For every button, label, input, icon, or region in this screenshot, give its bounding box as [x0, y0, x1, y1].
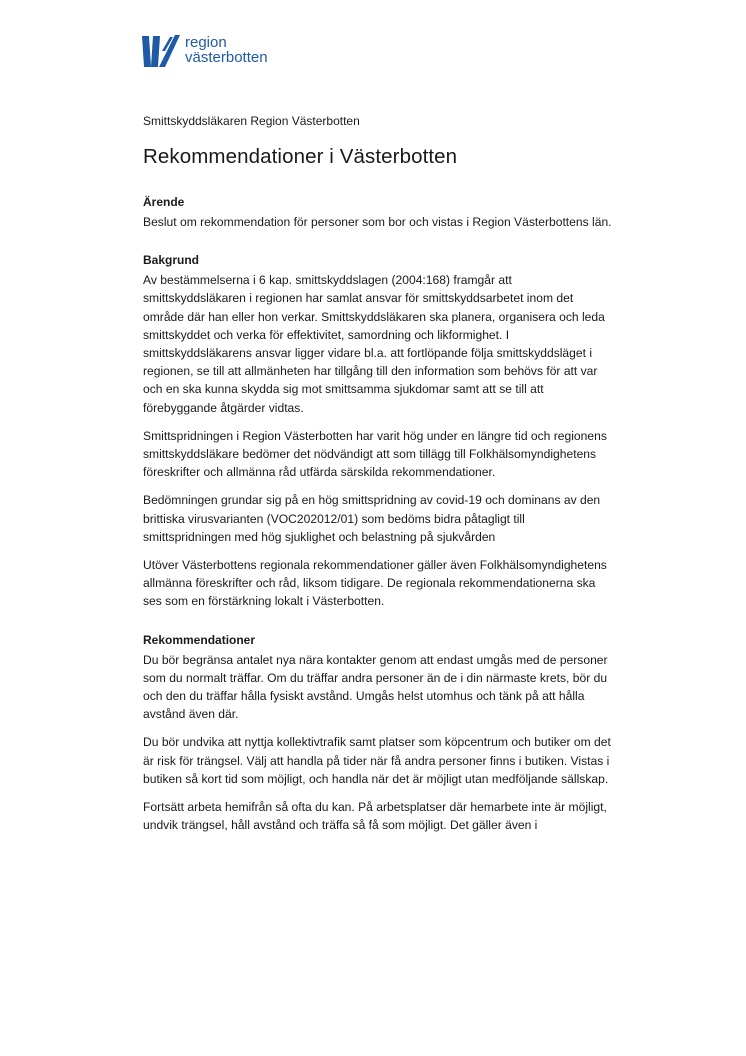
paragraph: Fortsätt arbeta hemifrån så ofta du kan. På arbetsplatser där hemarbete inte är möjligt, undvik trängsel, håll avstånd och träffa så få som möjligt. Det gäller även i [143, 800, 607, 833]
paragraph: Du bör begränsa antalet nya nära kontakter genom att endast umgås med de personer som du normalt träffar. Om du träffar andra personer än de i din närmaste krets, bör du och den du träffar hålla fysiskt avstånd. Umgås helst utomhus och tänk på att hålla avstånd även där. [143, 652, 608, 722]
region-logo [142, 33, 268, 67]
paragraph: Bedömningen grundar sig på en hög smittspridning av covid-19 och dominans av den brittiska virusvarianten (VOC202012/01) som bedöms bidra påtagligt till smittspridningen med hög sjuklighet och belastning på sjukvården [143, 493, 601, 544]
document-body [143, 113, 613, 844]
logo-wordmark [185, 35, 268, 65]
region-vasterbotten-logo-icon [142, 33, 180, 67]
paragraph: Beslut om rekommendation för personer som bor och vistas i Region Västerbottens län. [143, 215, 612, 229]
document-issuer: Smittskyddsläkaren Region Västerbotten [143, 114, 360, 128]
paragraph: Utöver Västerbottens regionala rekommendationer gäller även Folkhälsomyndighetens allmänna föreskrifter och råd, liksom tidigare. De regionala rekommendationerna ska ses som en förstärkning lokalt i Västerbotten. [143, 558, 607, 609]
paragraph: Du bör undvika att nyttja kollektivtrafik samt platser som köpcentrum och butiker om det är risk för trängsel. Välj att handla på tider när få andra personer finns i butiken. Vistas i butiken så kort tid som möjligt, och handla när det är möjligt utan medföljande sällskap. [143, 735, 611, 786]
logo-line-vasterbotten: västerbotten [185, 49, 268, 66]
paragraph: Smittspridningen i Region Västerbotten har varit hög under en längre tid och regionens smittskyddsläkare bedömer det nödvändigt att som tillägg till Folkhälsomyndighetens föreskrifter och allmänna råd utfärda särskilda rekommendationer. [143, 428, 607, 480]
section-bakgrund [143, 251, 613, 610]
section-heading: Bakgrund [143, 253, 200, 268]
document-title: Rekommendationer i Västerbotten [143, 145, 458, 168]
section-arende [143, 193, 613, 231]
section-heading: Ärende [143, 195, 185, 209]
paragraph: Av bestämmelserna i 6 kap. smittskyddslagen (2004:168) framgår att smittskyddsläkaren i regionen har samlat ansvar för smittskyddsarbetet inom det område där han eller hon verkar. Smittskyddsläkaren ska planera, organisera och leda smittskyddet och verka för effektivitet, samordning och likformighet. I smittskyddsläkarens ansvar ligger vidare bl.a. att fortlöpande följa smittskyddsläget i regionen, se till att allmänheten har tillgång till den information som behövs för att var och en ska kunna skydda sig mot smittsamma sjukdomar samt att se till att förebyggande åtgärder vidtas. [143, 273, 605, 415]
section-rekommendationer [143, 631, 613, 835]
logo-line-region: region [185, 34, 227, 51]
section-heading: Rekommendationer [143, 632, 256, 647]
